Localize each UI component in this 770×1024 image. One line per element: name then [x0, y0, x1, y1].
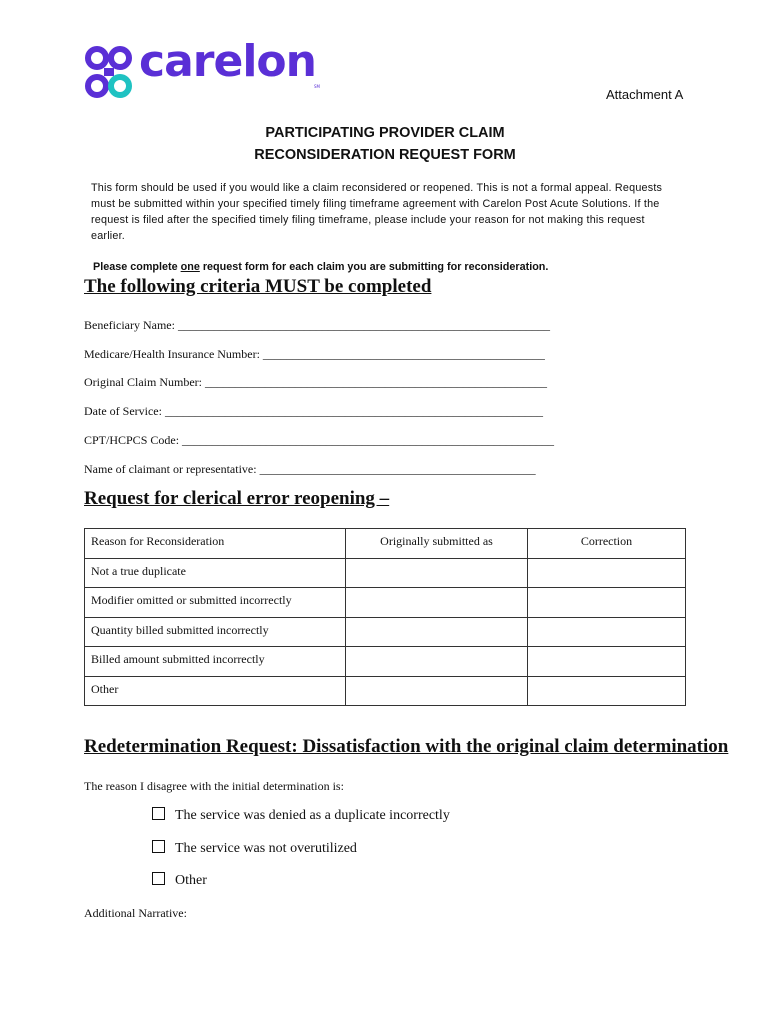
row-reason: Quantity billed submitted incorrectly	[85, 617, 346, 647]
option-duplicate-incorrect[interactable]	[152, 807, 450, 824]
column-header-correction: Correction	[528, 529, 686, 559]
originally-submitted-cell[interactable]	[346, 588, 528, 618]
row-reason: Other	[85, 676, 346, 706]
option-label: The service was not overutilized	[175, 841, 357, 856]
instruction-text	[93, 261, 548, 273]
logo-wordmark: carelon	[139, 36, 316, 87]
column-header-originally-submitted: Originally submitted as	[346, 529, 528, 559]
correction-cell[interactable]	[528, 676, 686, 706]
table-row	[85, 676, 686, 706]
checkbox-icon[interactable]	[152, 807, 165, 820]
originally-submitted-cell[interactable]	[346, 647, 528, 677]
form-title-line-2: RECONSIDERATION REQUEST FORM	[254, 147, 516, 163]
carelon-logo	[82, 36, 322, 102]
checkbox-icon[interactable]	[152, 840, 165, 853]
originally-submitted-cell[interactable]	[346, 676, 528, 706]
form-title	[0, 122, 770, 166]
originally-submitted-cell[interactable]	[346, 617, 528, 647]
option-other[interactable]	[152, 872, 207, 889]
table-row	[85, 588, 686, 618]
reason-table	[84, 528, 686, 706]
option-label: The service was denied as a duplicate incorrectly	[175, 808, 450, 823]
redetermination-heading: Redetermination Request: Dissatisfaction with the original claim determination	[84, 736, 729, 757]
carelon-logo-mark-icon	[82, 44, 138, 102]
row-reason: Billed amount submitted incorrectly	[85, 647, 346, 677]
claim-number-field[interactable]: Original Claim Number: _________________________________________________________	[84, 375, 547, 389]
table-row	[85, 647, 686, 677]
row-reason: Modifier omitted or submitted incorrectly	[85, 588, 346, 618]
additional-narrative-label: Additional Narrative:	[84, 906, 187, 920]
attachment-label: Attachment A	[606, 87, 684, 102]
logo-trademark: SM	[314, 84, 320, 89]
cpt-hcpcs-field[interactable]: CPT/HCPCS Code: ______________________________________________________________	[84, 433, 555, 447]
claimant-name-field[interactable]: Name of claimant or representative: ______________________________________________	[84, 462, 536, 476]
instruction-before: Please complete	[93, 261, 181, 273]
option-label: Other	[175, 873, 207, 888]
correction-cell[interactable]	[528, 558, 686, 588]
correction-cell[interactable]	[528, 617, 686, 647]
date-of-service-field[interactable]: Date of Service: _______________________________________________________________	[84, 404, 543, 418]
checkbox-icon[interactable]	[152, 872, 165, 885]
option-not-overutilized[interactable]	[152, 840, 357, 857]
intro-paragraph: This form should be used if you would like a claim reconsidered or reopened. This is not a formal appeal. Requests must be submitted within your specified timely filing timeframe agreement with Carelon Post Acute Solutions. If the request is filed after the specified timely filing timeframe, please include your reason for not making this request earlier.	[91, 182, 663, 242]
table-header-row	[85, 529, 686, 559]
correction-cell[interactable]	[528, 647, 686, 677]
insurance-number-field[interactable]: Medicare/Health Insurance Number: _______________________________________________	[84, 347, 545, 361]
instruction-after: request form for each claim you are submitting for reconsideration.	[199, 261, 549, 273]
column-header-reason: Reason for Reconsideration	[85, 529, 346, 559]
disagree-prompt: The reason I disagree with the initial determination is:	[84, 779, 344, 793]
table-row	[85, 558, 686, 588]
instruction-emphasis: one	[180, 261, 200, 273]
clerical-heading: Request for clerical error reopening –	[84, 488, 390, 509]
form-title-line-1: PARTICIPATING PROVIDER CLAIM	[265, 125, 505, 141]
correction-cell[interactable]	[528, 588, 686, 618]
table-row	[85, 617, 686, 647]
criteria-heading: The following criteria MUST be completed	[84, 276, 432, 297]
row-reason: Not a true duplicate	[85, 558, 346, 588]
originally-submitted-cell[interactable]	[346, 558, 528, 588]
beneficiary-name-field[interactable]: Beneficiary Name: ______________________________________________________________	[84, 318, 550, 332]
